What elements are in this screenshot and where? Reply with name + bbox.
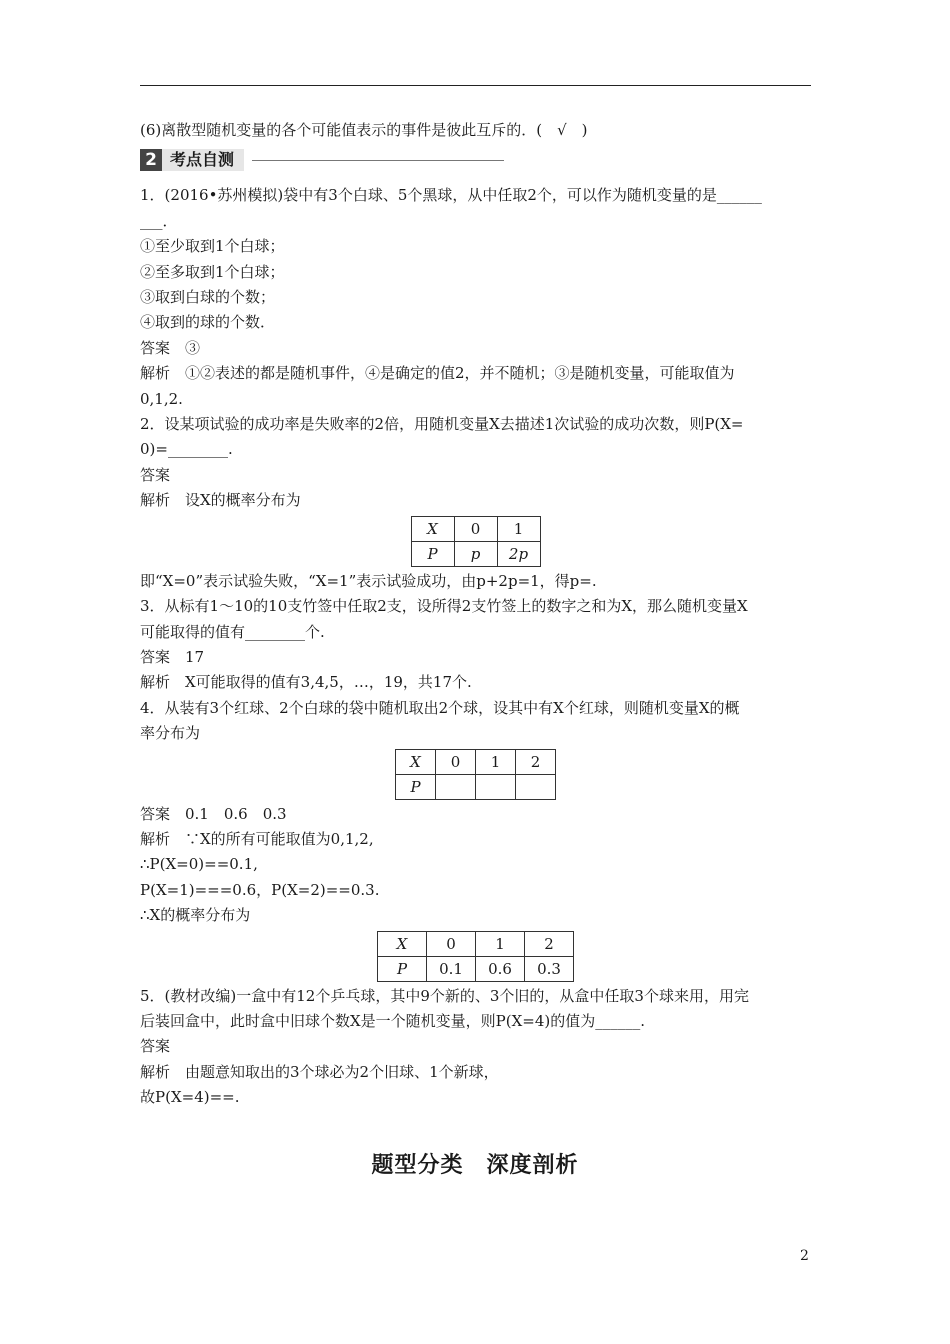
table-cell: P: [411, 541, 454, 566]
table-cell: p: [454, 541, 497, 566]
table-cell: 0.3: [525, 956, 574, 981]
q4-explanation-1: 解析 ∵X的所有可能取值为0,1,2,: [140, 829, 374, 848]
q1-line-2: ___．: [140, 211, 178, 230]
table-cell: P: [378, 956, 427, 981]
table-row: [411, 516, 540, 541]
q4-result-table: [377, 931, 574, 982]
table-cell: 2p: [497, 541, 540, 566]
table-row: [411, 541, 540, 566]
table-cell: 1: [497, 516, 540, 541]
q3-line-1: 3．从标有1～10的10支竹签中任取2支，设所得2支竹签上的数字之和为X，那么随机变量X: [140, 597, 748, 616]
q2-line-1: 2．设某项试验的成功率是失败率的2倍，用随机变量X去描述1次试验的成功次数，则P(X=: [140, 415, 744, 434]
q5-explanation-2: 故P(X=4)==.: [140, 1088, 240, 1107]
section-title: 考点自测: [162, 149, 244, 171]
q4-answer: 答案 0.1 0.6 0.3: [140, 804, 287, 823]
table-cell: [476, 774, 516, 799]
q1-option-4: ④取到的球的个数．: [140, 313, 276, 332]
q4-distribution-table: [395, 749, 556, 800]
table-row: [396, 749, 556, 774]
table-cell: 0: [427, 931, 476, 956]
section-number-badge: 2: [140, 149, 162, 171]
table-row: [378, 931, 574, 956]
q5-answer: 答案: [140, 1037, 171, 1056]
table-cell: X: [396, 749, 436, 774]
table-cell: [436, 774, 476, 799]
q4-line-2: 率分布为: [140, 724, 201, 743]
table-cell: 0: [454, 516, 497, 541]
q5-line-1: 5．(教材改编)一盒中有12个乒乓球，其中9个新的、3个旧的，从盒中任取3个球来用，用完: [140, 986, 749, 1005]
page-content: [140, 118, 811, 1111]
q4-line-1: 4．从装有3个红球、2个白球的袋中随机取出2个球，设其中有X个红球，则随机变量X的概: [140, 698, 740, 717]
section-header: [140, 145, 811, 175]
table-cell: [516, 774, 556, 799]
q1-explanation-2: 0,1,2.: [140, 389, 183, 408]
q1-explanation-1: 解析 ①②表述的都是随机事件，④是确定的值2，并不随机；③是随机变量，可能取值为: [140, 364, 735, 383]
q3-line-2: 可能取得的值有________个.: [140, 622, 325, 641]
q4-explanation-4: ∴X的概率分布为: [140, 906, 251, 925]
q2-line-2: 0)=________.: [140, 440, 233, 459]
table-cell: 2: [516, 749, 556, 774]
table-cell: 0.1: [427, 956, 476, 981]
q5-explanation-1: 解析 由题意知取出的3个球必为2个旧球、1个新球，: [140, 1062, 499, 1081]
q3-explanation: 解析 X可能取得的值有3,4,5，…，19，共17个.: [140, 673, 472, 692]
table-row: [396, 774, 556, 799]
q2-explanation-1: 解析 设X的概率分布为: [140, 491, 301, 510]
page-number: 2: [800, 1248, 809, 1264]
q4-explanation-2: ∴P(X=0)==0.1,: [140, 855, 258, 874]
q3-answer: 答案 17: [140, 647, 205, 666]
statement-6: (6)离散型随机变量的各个可能值表示的事件是彼此互斥的．( √ ): [140, 121, 588, 139]
q2-answer: 答案: [140, 465, 171, 484]
table-cell: X: [378, 931, 427, 956]
q1-answer: 答案 ③: [140, 338, 201, 357]
q4-explanation-3: P(X=1)===0.6，P(X=2)==0.3.: [140, 880, 380, 899]
table-cell: P: [396, 774, 436, 799]
table-cell: 1: [476, 931, 525, 956]
top-rule: [140, 85, 811, 86]
table-cell: 2: [525, 931, 574, 956]
chapter-heading: 题型分类 深度剖析: [371, 1153, 579, 1178]
q1-option-2: ②至多取到1个白球；: [140, 262, 285, 281]
q1-line-1: 1．(2016•苏州模拟)袋中有3个白球、5个黑球，从中任取2个，可以作为随机变量的是______: [140, 186, 762, 205]
q1-option-1: ①至少取到1个白球；: [140, 237, 285, 256]
q2-explanation-2: 即“X=0”表示试验失败，“X=1”表示试验成功，由p+2p=1，得p=.: [140, 571, 597, 590]
table-cell: X: [411, 516, 454, 541]
table-cell: 0.6: [476, 956, 525, 981]
table-row: [378, 956, 574, 981]
table-cell: 0: [436, 749, 476, 774]
q1-option-3: ③取到白球的个数；: [140, 288, 276, 307]
table-cell: 1: [476, 749, 516, 774]
section-underline: [252, 160, 504, 161]
q2-distribution-table: [411, 516, 541, 567]
q5-line-2: 后装回盒中，此时盒中旧球个数X是一个随机变量，则P(X=4)的值为______.: [140, 1011, 646, 1030]
